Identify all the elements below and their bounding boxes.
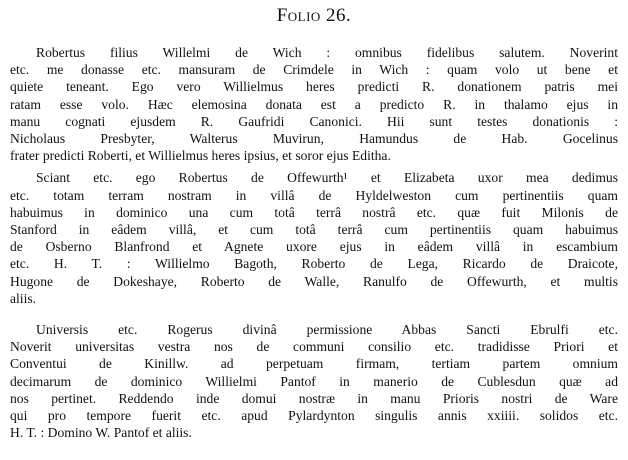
text-line: etc. me donasse etc. mansuram de Crimdele in Wich : quam volo ut bene et <box>10 62 618 78</box>
text-line: de Osberno Blanfrond et Agnete uxore ejus in eâdem villâ in escambium <box>10 239 618 255</box>
text-line: qui pro tempore fuerit etc. apud Pylardynton singulis annis xxiiii. solidos etc. <box>10 408 618 424</box>
text-line: Nicholaus Presbyter, Walterus Muvirun, Hamundus de Hab. Gocelinus <box>10 131 618 147</box>
text-line: H. T. : Domino W. Pantof et aliis. <box>10 425 192 441</box>
paragraph-3 <box>10 321 618 441</box>
text-line: Robertus filius Willelmi de Wich : omnibus fidelibus salutem. Noverint <box>36 45 618 60</box>
text-line: habuimus in dominico una cum totâ terrâ nostrâ etc. quæ fuit Milonis de <box>10 204 618 220</box>
text-line: etc. H. T. : Willielmo Bagoth, Roberto de Lega, Ricardo de Draicote, <box>10 256 618 272</box>
text-line: Hugone de Dokeshaye, Roberto de Walle, Ranulfo de Offewurth, et multis <box>10 273 618 289</box>
text-line: decimarum de dominico Willielmi Pantof in manerio de Cublesdun quæ ad <box>10 373 618 389</box>
text-line: frater predicti Roberti, et Willielmus heres ipsius, et soror ejus Editha. <box>10 148 391 164</box>
text-line: Sciant etc. ego Robertus de Offewurth¹ et Elizabeta uxor mea dedimus <box>36 170 618 186</box>
text-line: Stanford in eâdem villâ, et cum totâ terrâ cum pertinentiis quam habuimus <box>10 222 618 238</box>
text-line: Noverit universitas vestra nos de communi consilio etc. tradidisse Priori et <box>10 339 618 355</box>
text-line: nos pertinet. Reddendo inde domui nostræ in manu Prioris nostri de Ware <box>10 390 618 406</box>
text-line: Universis etc. Rogerus divinâ permissione Abbas Sancti Ebrulfi etc. <box>36 322 618 338</box>
text-line: Conventui de Kinillw. ad perpetuam firmam, tertiam partem omnium <box>10 356 618 372</box>
text-line: aliis. <box>10 290 37 306</box>
text-line: quiete teneant. Ego vero Willielmus heres predicti R. donationem patris mei <box>10 79 618 95</box>
paragraph-2 <box>10 169 618 307</box>
paragraph-1 <box>10 44 618 164</box>
folio-heading: Folio 26. <box>276 5 352 26</box>
paragraph-gap <box>10 307 618 321</box>
text-line: etc. totam terram nostram in villâ de Hyldelweston cum pertinentiis quam <box>10 187 618 203</box>
text-line: ratam esse volo. Hæc elemosina donata est a predicto R. in thalamo ejus in <box>10 96 618 112</box>
text-line: manu cognati ejusdem R. Gaufridi Canonici. Hii sunt testes donationis : <box>10 113 618 129</box>
